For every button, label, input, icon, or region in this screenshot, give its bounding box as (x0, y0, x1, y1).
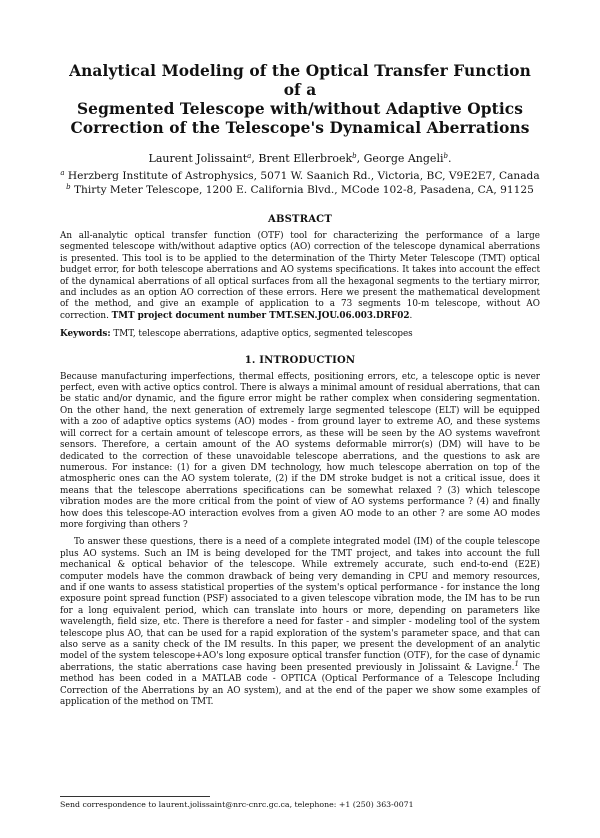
project-document-number: TMT project document number TMT.SEN.JOU.06.003.DRF02 (111, 310, 410, 321)
paper-title (60, 62, 540, 138)
keywords-label: Keywords: (60, 329, 111, 340)
affiliation-marker: b (443, 152, 448, 160)
paper-page (0, 62, 600, 838)
introduction-heading: 1. INTRODUCTION (244, 354, 356, 366)
author-name: Laurent Jolissaint (148, 152, 248, 165)
author-list-end: . (447, 152, 452, 165)
title-line: Analytical Modeling of the Optical Transfer Function of a (69, 62, 531, 99)
affiliation-marker: b (66, 183, 71, 191)
citation-marker: 1 (514, 659, 519, 668)
footnote-text: Send correspondence to laurent.jolissaint@nrc-cnrc.gc.ca, telephone: +1 (250) 363-0071 (60, 800, 414, 809)
affiliation-marker: b (352, 152, 357, 160)
introduction-paragraph-1: Because manufacturing imperfections, thermal effects, positioning errors, etc, a telescope optic is never perfect, even with active optics control. There is always a minimal amount of residual aberrations, that can be static and/or dynamic, and the figure error might be rather complex when considering segmentation. On the other hand, the next generation of extremely large segmented telescope (ELT) will be equipped with a zoo of adaptive optics systems (AO) modes - from ground layer to extreme AO, and these systems will correct for a certain amount of telescope errors, as these will be seen by the AO systems wavefront sensors. Therefore, a certain amount of the AO systems deformable mirror(s) (DM) will have to be dedicated to the correction of these unavoidable telescope aberrations, and the questions to ask are numerous. For instance: (1) for a given DM technology, how much telescope aberration on top of the atmospheric ones can the AO system tolerate, (2) if the DM stroke budget is not a critical issue, does it means that the telescope aberrations specifications can be somewhat relaxed ? (3) which telescope vibration modes are the more critical from the point of view of AO systems performance ? (4) and finally how does this telescope-AO interaction evolves from a given AO mode to an other ? are some AO modes more forgiving than others ? (60, 371, 540, 530)
title-line: Segmented Telescope with/without Adaptive Optics (76, 100, 524, 118)
author-list (60, 152, 540, 166)
author-name: George Angeli (363, 152, 444, 165)
keywords-line (60, 329, 540, 340)
footnote (60, 796, 540, 810)
author-name: Brent Ellerbroek (258, 152, 353, 165)
affiliation-marker: a (60, 169, 65, 177)
affiliation-marker: a (247, 152, 252, 160)
abstract-paragraph (60, 231, 540, 322)
affiliation-text: Herzberg Institute of Astrophysics, 5071 W. Saanich Rd., Victoria, BC, V9E2E7, Canada (67, 170, 540, 182)
introduction-paragraph-2 (60, 537, 540, 708)
author-separator: , (251, 152, 259, 165)
affiliation (60, 183, 540, 197)
affiliation (60, 169, 540, 183)
abstract-heading: ABSTRACT (268, 214, 332, 225)
footnote-rule (60, 796, 210, 797)
title-line: Correction of the Telescope's Dynamical Aberrations (70, 119, 530, 137)
author-separator: , (356, 152, 364, 165)
affiliation-list (60, 169, 540, 197)
affiliation-text: Thirty Meter Telescope, 1200 E. California Blvd., MCode 102-8, Pasadena, CA, 91125 (73, 184, 534, 196)
keywords-text: TMT, telescope aberrations, adaptive optics, segmented telescopes (110, 329, 413, 340)
abstract-text: An all-analytic optical transfer function (OTF) tool for characterizing the performance of a large segmented telescope with/without adaptive optics (AO) correction of the telescope dynamical aberrations is presented. This tool is to be applied to the determination of the Thirty Meter Telescope (TMT) optical budget error, for both telescope aberrations and AO systems specifications. It takes into account the effect of the dynamical aberrations of all optical surfaces from all the hexagonal segments to the tertiary mirror, and includes as an option AO correction of these errors. Here we present the mathematical development of the method, and give an example of application to a 73 segments 10-m telescope, without AO correction. (60, 231, 540, 321)
abstract-end: . (409, 310, 413, 321)
paragraph-text: To answer these questions, there is a need of a complete integrated model (IM) of the couple telescope plus AO systems. Such an IM is being developed for the TMT project, and takes into account the full mechanical & optical behavior of the telescope. While extremely accurate, such end-to-end (E2E) computer models have the common drawback of being very demanding in CPU and memory resources, and if one wants to assess statistical properties of the system's optical performance - for instance the long exposure point spread function (PSF) associated to a given telescope vibration mode, the IM has to be run for a long equivalent period, which can translate into hours or more, depending on parameters like wavelength, field size, etc. There is therefore a need for faster - and simpler - modeling tool of the system telescope plus AO, that can be used for a rapid exploration of the system's parameter space, and that can also serve as a sanity check of the IM results. In this paper, we present the development of an analytic model of the system telescope+AO's long exposure optical transfer function (OTF), for the case of dynamic aberrations, the static aberrations case having been presented previously in Jolissaint & Lavigne. (60, 537, 540, 673)
paragraph-text: The method has been coded in a MATLAB code - OPTICA (Optical Performance of a Telescope Including Correction of the Aberrations by an AO system), and at the end of the paper we show some examples of application of the method on TMT. (60, 662, 540, 708)
